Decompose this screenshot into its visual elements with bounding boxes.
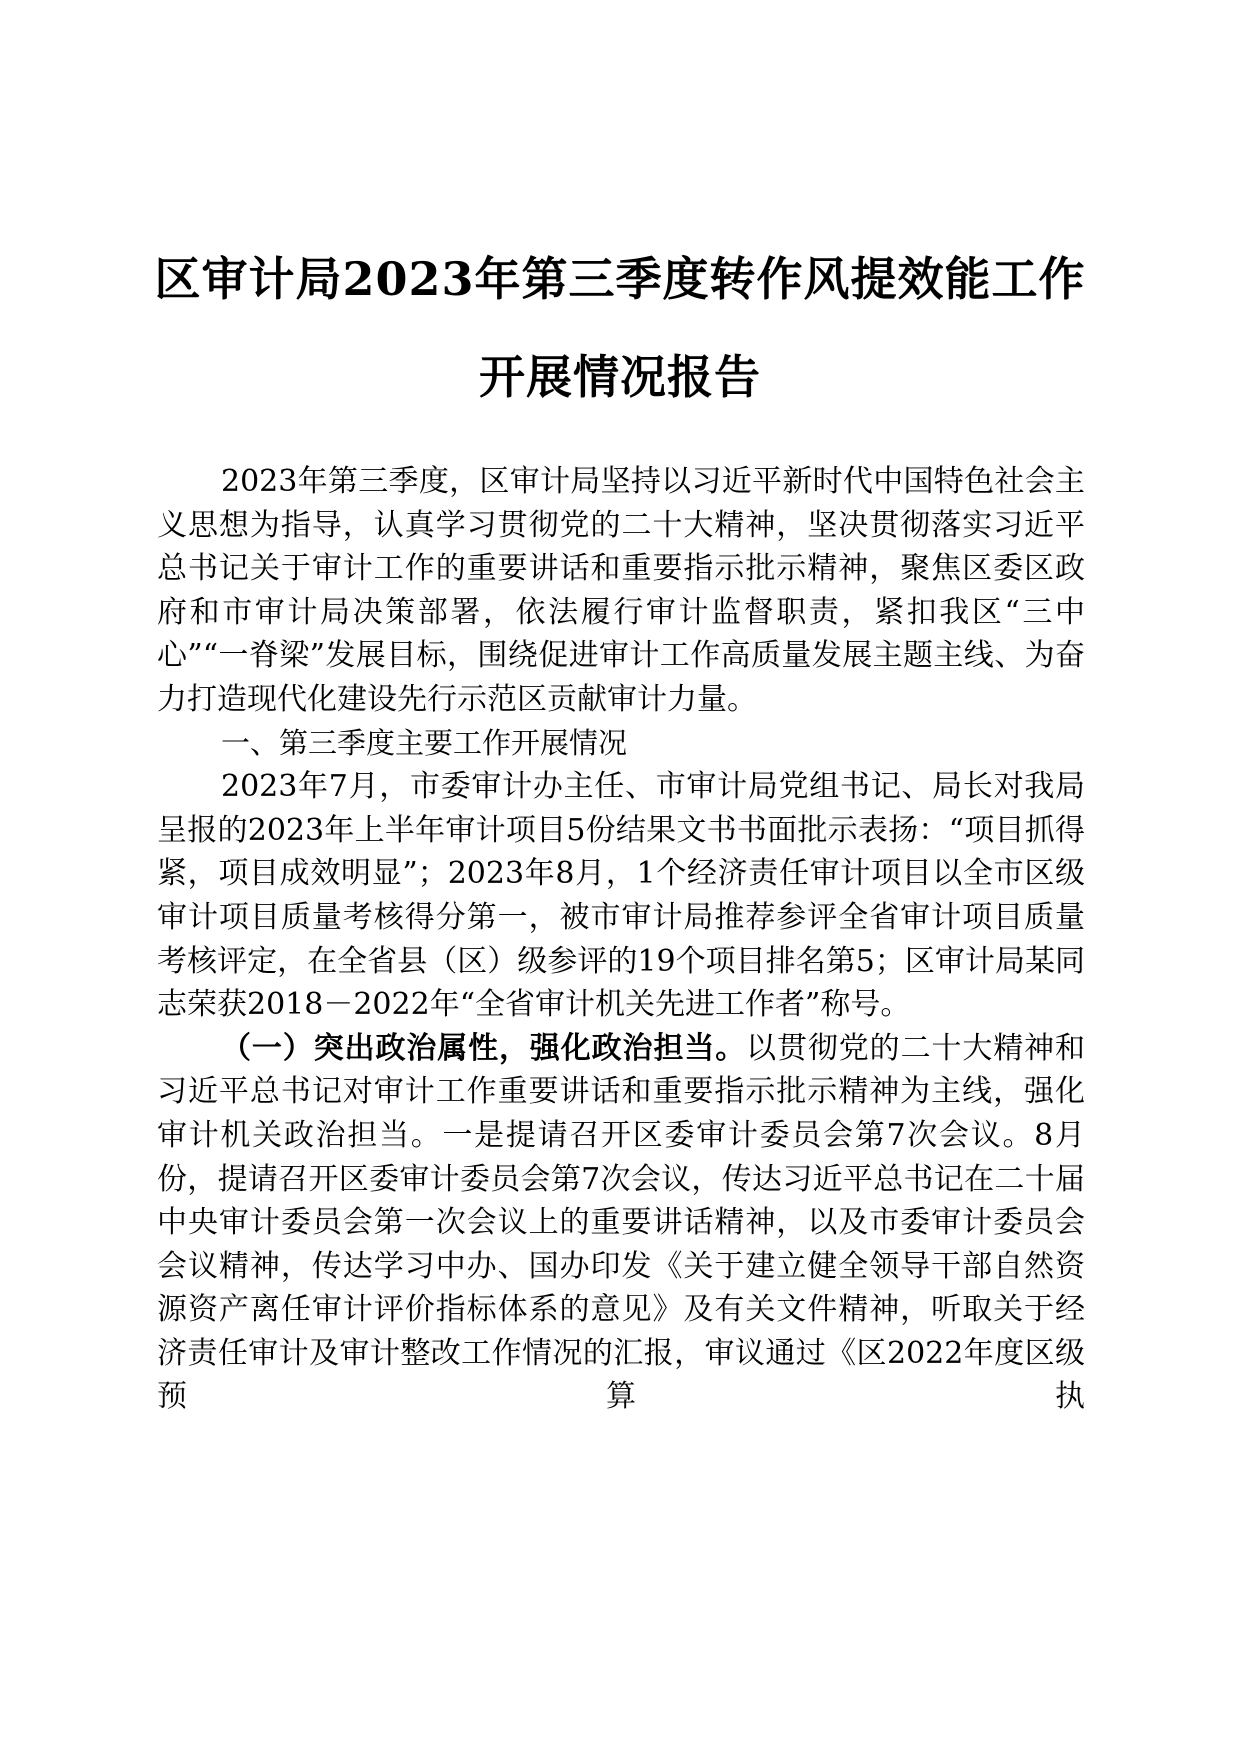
section-1-paragraph: 2023年7月，市委审计办主任、市审计局党组书记、局长对我局呈报的2023年上半年审计项目5份结果文书书面批示表扬：“项目抓得紧，项目成效明显”；2023年8月，1个经济责任审计项目以全市区级审计项目质量考核得分第一，被市审计局推荐参评全省审计项目质量考核评定，在全省县（区）级参评的19个项目排名第5；区审计局某同志荣获2018－2022年“全省审计机关先进工作者”称号。 [157, 769, 1085, 1023]
subsection-1-heading: （一）突出政治属性，强化政治担当。 [221, 1030, 747, 1066]
title-line-2: 开展情况报告 [479, 350, 761, 404]
section-1-heading: 一、第三季度主要工作开展情况 [221, 725, 628, 760]
subsection-1-paragraph [157, 1027, 1085, 1419]
document-title [150, 230, 1090, 426]
intro-paragraph: 2023年第三季度，区审计局坚持以习近平新时代中国特色社会主义思想为指导，认真学习贯彻党的二十大精神，坚决贯彻落实习近平总书记关于审计工作的重要讲话和重要指示批示精神，聚焦区委区政府和市审计局决策部署，依法履行审计监督职责，紧扣我区“三中心”“一脊梁”发展目标，围绕促进审计工作高质量发展主题主线、为奋力打造现代化建设先行示范区贡献审计力量。 [157, 464, 1085, 717]
title-line-1: 区审计局2023年第三季度转作风提效能工作 [154, 252, 1086, 306]
subsection-1-body: 以贯彻党的二十大精神和习近平总书记对审计工作重要讲话和重要指示批示精神为主线，强化审计机关政治担当。一是提请召开区委审计委员会第7次会议。8月份，提请召开区委审计委员会第7次会议，传达习近平总书记在二十届中央审计委员会第一次会议上的重要讲话精神，以及市委审计委员会会议精神，传达学习中办、国办印发《关于建立健全领导干部自然资源资产离任审计评价指标体系的意见》及有关文件精神，听取关于经济责任审计及审计整改工作情况的汇报，审议通过《区2022年度区级预算执 [157, 1030, 1086, 1415]
document-body [157, 460, 1085, 1419]
